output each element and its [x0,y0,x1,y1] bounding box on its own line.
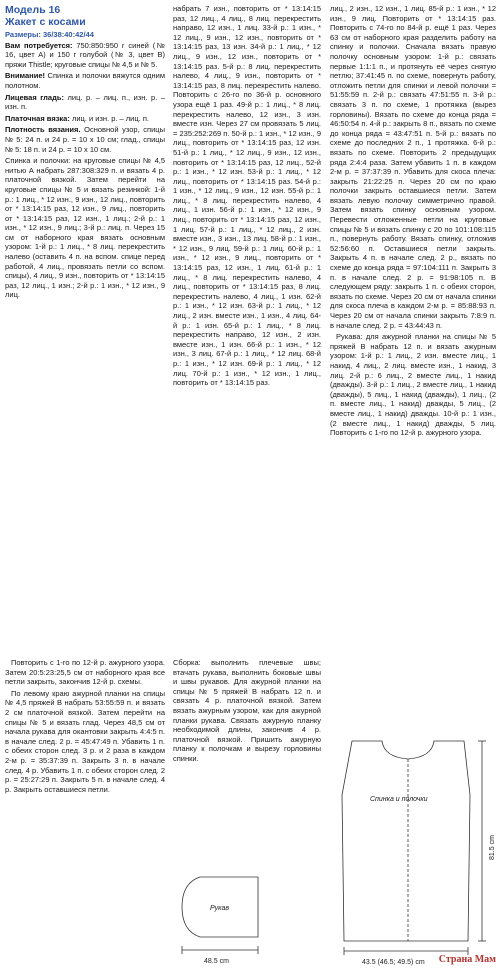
requirements-text: 750:850:950 г синей (№ 16, цвет А) и 150 г голубой (№ 3, цвет В) пряжи Thistle; круговые спицы № 4,5 и № 5. [5,40,165,69]
body-outline [342,741,470,941]
body-paragraph: набрать 7 изн., повторить от * 13:14:15 раз, 12 лиц., 4 лиц., 8 лиц. перекрестить направо, 12 изн., 1 лиц. 33-й р.: 1 изн., * 12 лиц., 9 изн., 12 изн., повторить от * 13:14:15 раз, 13 изн. 34-й р.: 1 лиц., * 12 лиц., 9 изн., 12 изн., повторить от * 13:14:15 раз. 5-й р.: 8 лиц. перекрестить налево, 4 лиц., 9 изн., повторить от * 13:14:15 раз, 8 лиц. перекрестить налево. Повторить с 26-го по 36-й р. основного узора ещё 1 раз. 49-й р.: 1 лиц., * 8 лиц. перекрестить налево, 12 изн., 3 изн. вместе изн. Через 27 см провязать 5 лиц. = 235:252:269 п. 50-й р.: 1 изн., * 12 изн., 9 лиц., повторить от * 13:14:15 раз, 12 изн. 51-й р.: 1 лиц., * 12 лиц., 9 изн., 12 изн., повторить от * 13:14:15 раз, 12 лиц., 52-й р.: 1 изн., * 12 изн. 53-й р.: 1 лиц., * 12 лиц., повторить от * 13:14:15 раз. 54-й р.: 1 изн., * 12 лиц., 9 изн., 12 изн. 55-й р.: 1 лиц., * 8 лиц. перекрестить налево, 4 лиц., 1 изн. 56-й р.: 1 изн., * 12 изн., 9 лиц., повторить от * 13:14:15 раз, 12 изн., 1 лиц. 57-й р.: 1 лиц., * 12 лиц., 2 изн. вместе изн., 3 изн., 13 лиц. 58-й р.: 1 изн., * 12 изн., 9 лиц. 59-й р.: 1 лиц. 60-й р.: 1 изн., * 12 изн., 9 лиц., повторить от * 13:14:15 раз, 12 изн., 1 лиц. 61-й р.: 1 лиц., * 8 лиц. перекрестить налево, 4 лиц., повторить от * 13:14:15 раз, 8 лиц. перекрестить налево, 4 лиц., 1 изн. 62-й р.: 1 изн., * 12 изн. 63-й р.: 1 лиц., * 12 лиц., 2 изн. вместе изн., 1 изн., 4 лиц. 64-й р.: 1 изн. 65-й р.: 1 лиц., * 8 лиц. перекрестить направо, 12 изн., 2 изн. вместе изн., 1 изн. 66-й р.: 1 изн., * 12 изн., 3 лиц. 67-й р.: 1 лиц., * 12 лиц. 68-й р.: 1 изн., * 12 изн. 69-й р.: 1 лиц., * 12 лиц. 70-й р.: 1 изн., * 12 изн., 1 лиц., повторить от * 13:14:15 раз. [173,4,321,388]
requirements-label: Вам потребуется: [5,40,73,50]
sleeve-paragraph: Рукава: для ажурной планки на спицы № 5 пряжей В набрать 12 п. и вязать ажурным узором: 1-й р.: 1 лиц., 2 изн. вместе лиц., 1 накид, 4 лиц., 2 лиц. вместе изн., 1 накид, 3 лиц. 2-й р.: 6 лиц., 2 вместе лиц., 1 накид (дважды). 3-й р.: 1 лиц., 2 вместе лиц., 1 накид (дважды), 5 лиц., 1 накид (дважды), 1 лиц., (2 п. вместе лиц., 1 накид) дважды, 5 лиц., (2 вместе лиц., 1 накид) дважды. 10-й р.: 1 изн., (2 вместе лиц., 1 накид) дважды, 5 лиц. Повторить с 1-го по 12-й р. ажурного узора. [330,332,496,438]
body-height-label: 81.5 cm [489,835,496,860]
body-paragraph: Повторить с 1-го по 12-й р. ажурного узора. Затем 20:5:23:25,5 см от наборного края все петли закрыть, закончив 12-й р. схемы. [5,658,165,687]
stitch-label: Лицевая гладь: [5,92,64,102]
model-subtitle: Жакет с косами [5,16,86,28]
stitch-label: Платочная вязка: [5,113,70,123]
column-3 [330,4,496,440]
requirements-block [5,41,165,70]
column-1 [5,4,165,302]
pattern-diagram [0,735,500,969]
attention-label: Внимание! [5,71,45,81]
watermark-logo: Страна Мам [438,954,496,965]
stitch-text: Основной узор, спицы № 5: 24 п. и 24 р. = 10 х 10 см; глад., спицы № 5: 18 п. и 24 р. = 10 х 10 см. [5,125,165,154]
sleeve-schematic [182,877,258,954]
body-label: Спинка и полочки [370,796,428,803]
stitch-text: лиц. и изн. р. – лиц. п. [71,113,149,123]
stitch-block-0 [5,93,165,112]
assembly-paragraph: Сборка: выполнить плечевые швы; втачать рукава, выполнить боковые швы и швы рукавов. Для ажурной планки на спицы № 5 пряжей В набрать 12 п. и связать 4 р. платочной вязкой. Затем вязать ажурным узором, как для ажурной планки рукава. Связать ажурную планку необходимой длины, закончив 4 р. платочной вязкой. Пришить ажурную планку к полочкам и вырезу горловины спинки. [173,658,321,763]
body-paragraph: Спинка и полочки: на круговые спицы № 4,5 нитью А набрать 287:308:329 п. и вязать 4 р. платочной вязкой. Затем перейти на круговые спицы № 5 и вязать резинкой: 1-й р.: 1 лиц., * 12 изн., 9 изн., 12 лиц., повторить от * 13:14:15 раз, 12 изн., 9 лиц., повторить от * 13:14:15 раз, 12 изн., 1 лиц.; 2-й р.: 1 изн., * 12 изн., 9 лиц.; 3-й р.: лиц. п. Через 15 см от наборного края вязать основным узором: 1-й р.: 1 лиц., * 8 лиц. перекрестить налево (оставить 4 п. на вспом. спице перед работой, 4 лиц., провязать петли со вспом. спицы), 4 лиц., 9 изн., повторить от * 13:14:15 раз, 12 лиц., 1 изн.; 2-й р.: 1 изн., * 12 изн., 9 лиц. [5,156,165,300]
sleeve-width-label: 48.5 cm [204,958,229,965]
model-title: Модель 16 [5,4,61,16]
attention-text: Спинка и полочки вяжутся одним полотном. [5,71,165,90]
body-width-label: 43.5 (46.5; 49.5) cm [362,959,425,966]
body-paragraph: По левому краю ажурной планки на спицы № 4,5 пряжей В набрать 53:55:59 п. и вязать 2 см платочной вязкой. Затем перейти на спицы № 5 и вязать глад. Через 48,5 см от начала рукава для окантовки закрыть 4:4:5 п. в начале след. 2 р. = 45:47:49 п. Убавить 1 п. с обеих сторон след. 3 р. и 2 раза в каждом 2-м р. = 35:37:39 п. Закрыть 3 п. в начале след. 4 р. Убавить 1 п. с обеих сторон след. 2 р. = 25:27:29 п. Закрыть 5 п. в начале след. 4 р. Закрыть оставшиеся петли. [5,688,165,794]
stitch-label: Плотность вязания. [5,125,81,135]
stitch-block-1 [5,114,165,124]
body-paragraph: лиц., 2 изн., 12 изн., 1 лиц. 85-й р.: 1 изн., * 12 изн., 9 лиц. Повторить от * 13:14:15 раз. Повторить с 74-го по 84-й р. ещё 1 раз. Через 63 см от наборного края разделить работу на спинку и полочки. Сначала вязать правую полочку основным узором: 1-й р.: связать первые 1:1:1 п., и протянуть её через снятую петлю; 37:41:45 п. по схеме, повернуть работу, отложить петли для спинки и левой полочки = 51:55:59 п. 2-й р.: связать 47:51:55 п. 3-й р.: связать 3 п. по схеме, 1 протяжка (вырез горловины). Вязать по схеме до конца ряда = 46:50:54 п. 4-й р.: закрыть 8 п., вязать по схеме до конца ряда = 43:47:51 п. 5-й р.: вязать по схеме до последних 2 п., 1 протяжка. 6-й р.: вязать по схеме. Повторить 2 предыдущих ряда 2:4:4 раза. Затем убавить 1 п. в каждом 2-м р. = 37:37:39 п. Убавить для скоса плеча: закрыть 21:22:25 п. Через 20 см по краю полочки закрыть оставшиеся петли. Затем вязать левую полочку симметрично правой. Затем вязать спинку основным узором. Перевести отложенные петли на круговые спицы № 5 и вязать спинку с 20 по 101:108:115 п., повернуть работу. Вязать спинку, отложив 52:56:60 п. Оставшиеся петли закрыть. Закрыть 4 п. в начале след. 2 р., вязать по схеме до конца ряда = 97:104:111 п. Закрыть 3 п. в начале след. 2 р. = 91:98:105 п. В следующем ряду: закрыть 1 п. с обеих сторон, вязать по схеме. Через 20 см от начала спинки для скоса плеча в каждом 2-м р. = 85:88:93 п. Через 20 см от начала спинки закрыть 7:8:9 п. в начале след. 2 р. = 43:44:43 п. [330,4,496,330]
sleeve-label: Рукав [210,905,230,912]
attention-block [5,71,165,90]
column-2 [173,4,321,390]
body-schematic [342,741,486,955]
stitch-text: лиц. р. – лиц. п., изн. р. – изн. п. [5,92,165,112]
stitch-block-2 [5,125,165,154]
sizes-line: Размеры: 36/38:40:42/44 [5,30,94,39]
